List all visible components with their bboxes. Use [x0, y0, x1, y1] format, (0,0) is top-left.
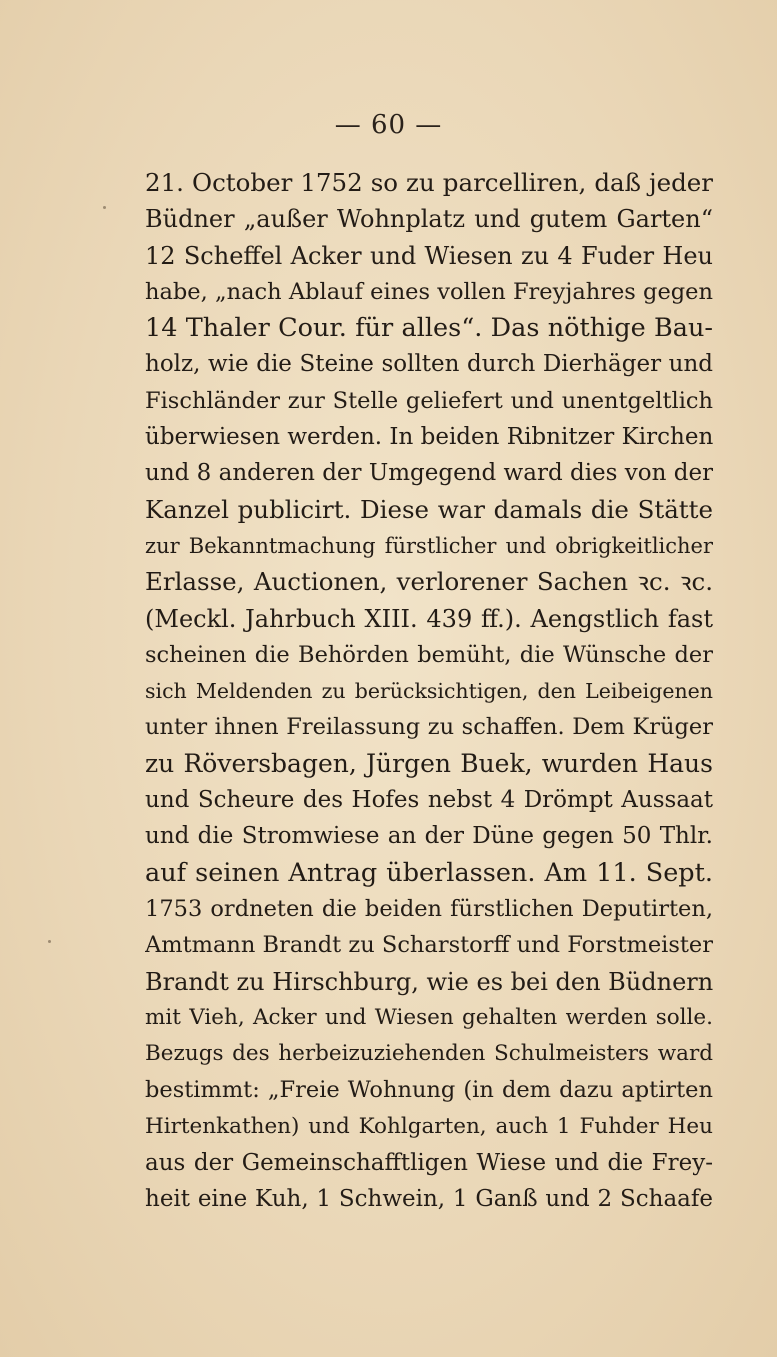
- text-line: und 8 anderen der Umgegend ward dies von der: [145, 460, 713, 487]
- text-line: Brandt zu Hirschburg, wie es bei den Büdnern: [145, 967, 713, 996]
- text-line: und die Stromwiese an der Düne gegen 50 Thlr.: [145, 823, 713, 850]
- text-line: unter ihnen Freilassung zu schaffen. Dem Krüger: [145, 714, 713, 741]
- text-line: Amtmann Brandt zu Scharstorff und Forstmeister: [145, 932, 713, 959]
- text-line: Bezugs des herbeizuziehenden Schulmeisters ward: [145, 1041, 713, 1067]
- page-number: — 60 —: [334, 110, 443, 140]
- text-line: 21. October 1752 so zu parcelliren, daß jeder: [145, 168, 713, 197]
- text-line: Hirtenkathen) und Kohlgarten, auch 1 Fuhder Heu: [145, 1113, 713, 1139]
- text-line: heit eine Kuh, 1 Schwein, 1 Ganß und 2 Schaafe: [145, 1186, 713, 1213]
- text-line: Fischländer zur Stelle geliefert und unentgeltlich: [145, 387, 713, 414]
- text-line: bestimmt: „Freie Wohnung (in dem dazu aptirten: [145, 1077, 713, 1104]
- text-line: auf seinen Antrag überlassen. Am 11. Sept.: [145, 857, 713, 888]
- text-line: sich Meldenden zu berücksichtigen, den Leibeigenen: [145, 679, 713, 704]
- text-line: Erlasse, Auctionen, verlorener Sachen ꝛc. ꝛc.: [145, 567, 713, 597]
- text-line: holz, wie die Steine sollten durch Dierhäger und: [145, 351, 713, 378]
- text-line: Büdner „außer Wohnplatz und gutem Garten“: [145, 205, 713, 234]
- text-line: aus der Gemeinschafftligen Wiese und die Frey-: [145, 1150, 713, 1177]
- paper-speck: [103, 206, 106, 209]
- paper-speck: [48, 940, 51, 943]
- text-line: Kanzel publicirt. Diese war damals die Stätte: [145, 494, 713, 524]
- text-line: habe, „nach Ablauf eines vollen Freyjahres gegen: [145, 278, 713, 305]
- text-line: mit Vieh, Acker und Wiesen gehalten werden solle.: [145, 1004, 713, 1030]
- text-line: zu Röversbagen, Jürgen Buek, wurden Haus: [145, 748, 713, 778]
- text-line: zur Bekanntmachung fürstlicher und obrigkeitlicher: [145, 533, 713, 558]
- text-line: 1753 ordneten die beiden fürstlichen Deputirten,: [145, 895, 713, 922]
- text-line: (Meckl. Jahrbuch XIII. 439 ff.). Aengstlich fast: [145, 604, 713, 633]
- text-line: 12 Scheffel Acker und Wiesen zu 4 Fuder Heu: [145, 241, 713, 270]
- text-line: 14 Thaler Cour. für alles“. Das nöthige Bau-: [145, 313, 713, 344]
- body-text: [145, 165, 713, 1218]
- text-line: scheinen die Behörden bemüht, die Wünsche der: [145, 641, 713, 668]
- text-line: überwiesen werden. In beiden Ribnitzer Kirchen: [145, 424, 713, 451]
- text-line: und Scheure des Hofes nebst 4 Drömpt Aussaat: [145, 787, 713, 814]
